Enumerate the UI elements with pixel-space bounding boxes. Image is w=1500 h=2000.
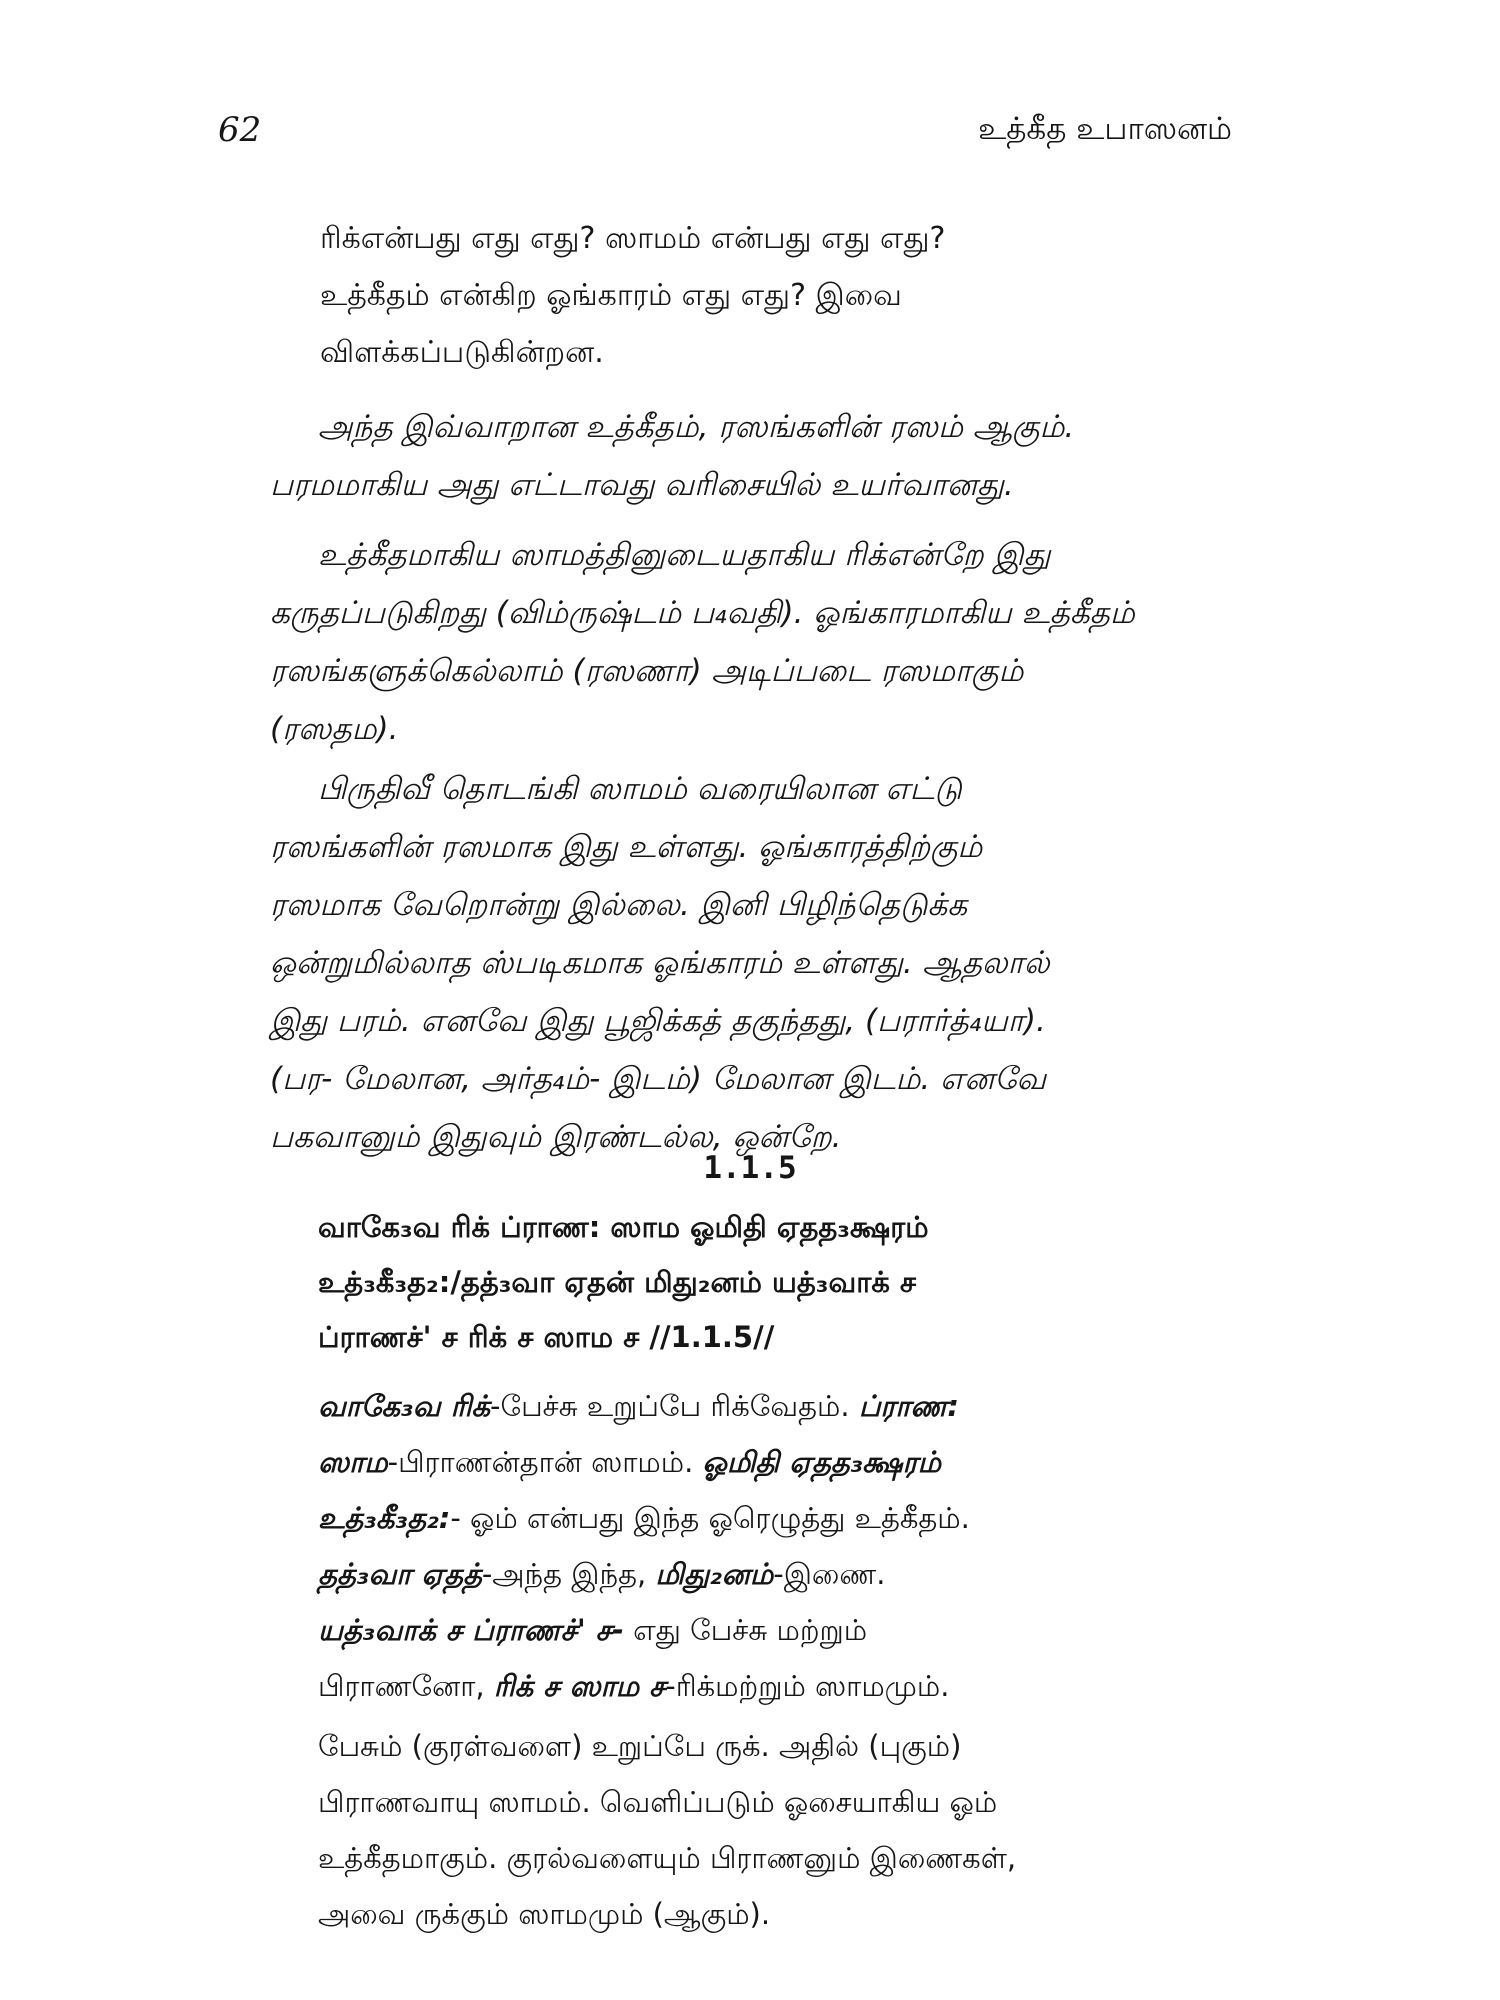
translation-line: பிராணவாயு ஸாமம். வெளிப்படும் ஓசையாகிய ஓம் [318, 1785, 998, 1819]
running-header-title: உத்கீத உபாஸனம் [978, 111, 1232, 147]
intro-line: விளக்கப்படுகின்றன. [320, 335, 604, 370]
verse-number: 1.1.5 [703, 1150, 797, 1186]
term: ப்ராண: [858, 1389, 960, 1423]
meaning: -இணை. [773, 1557, 886, 1591]
commentary-line: பரமமாகிய அது எட்டாவது வரிசையில் உயர்வானது. [270, 467, 1014, 503]
commentary-paragraph-2 [270, 526, 1240, 758]
word-meanings [318, 1378, 1218, 1714]
meaning: பிராணனோ, [318, 1669, 485, 1703]
word-meaning-line [318, 1378, 1218, 1434]
word-meaning-line [318, 1546, 1218, 1602]
intro-line: ரிக்என்பது எது எது? ஸாமம் என்பது எது எது? [320, 221, 946, 256]
term: ஸாம [318, 1445, 388, 1479]
commentary-line: ஒன்றுமில்லாத ஸ்படிகமாக ஓங்காரம் உள்ளது. ஆதலால் [270, 945, 1050, 981]
meaning: எது பேச்சு மற்றும் [623, 1613, 868, 1647]
translation-paragraph [318, 1718, 1218, 1942]
term: ரிக் ச ஸாம ச [493, 1669, 666, 1703]
page-number: 62 [218, 110, 262, 150]
term: வாகே₃வ ரிக் [318, 1389, 491, 1423]
meaning: -பேச்சு உறுப்பே ரிக்வேதம். [490, 1389, 850, 1423]
intro-line: உத்கீதம் என்கிற ஓங்காரம் எது எது? இவை [320, 278, 902, 313]
intro-paragraph [320, 210, 1200, 381]
verse-line: வாகே₃வ ரிக் ப்ராண: ஸாம ஓமிதி ஏதத₃க்ஷரம் [318, 1210, 929, 1244]
term: மிது₂னம் [655, 1557, 774, 1591]
term: யத்₃வாக் ச ப்ராணச்' ச- [318, 1613, 624, 1647]
commentary-line: இது பரம். எனவே இது பூஜிக்கத் தகுந்தது, (பரார்த்₄யா). [270, 1003, 1046, 1039]
commentary-line: ரஸமாக வேறொன்று இல்லை. இனி பிழிந்தெடுக்க [270, 887, 968, 923]
commentary-line: (ரஸதம). [270, 711, 399, 747]
commentary-line: ரஸங்களுக்கெல்லாம் (ரஸணா) அடிப்படை ரஸமாகும் [270, 653, 1024, 689]
verse-line: ப்ராணச்' ச ரிக் ச ஸாம ச //1.1.5// [318, 1320, 775, 1354]
meaning: -பிராணன்தான் ஸாமம். [387, 1445, 694, 1479]
meaning: - ஓம் என்பது இந்த ஓரெழுத்து உத்கீதம். [450, 1501, 970, 1535]
commentary-line: கருதப்படுகிறது (விம்ருஷ்டம் ப₄வதி). ஓங்காரமாகிய உத்கீதம் [270, 595, 1135, 631]
commentary-line: அந்த இவ்வாறான உத்கீதம், ரஸங்களின் ரஸம் ஆகும். [318, 409, 1075, 445]
word-meaning-line [318, 1490, 1218, 1546]
word-meaning-line [318, 1434, 1218, 1490]
term: தத்₃வா ஏதத் [318, 1557, 482, 1591]
word-meaning-line [318, 1658, 1218, 1714]
term: ஓமிதி ஏதத₃க்ஷரம் [702, 1445, 941, 1479]
commentary-paragraph-1 [270, 398, 1240, 514]
commentary-line: பகவானும் இதுவும் இரண்டல்ல, ஒன்றே. [270, 1119, 842, 1155]
word-meaning-line [318, 1602, 1218, 1658]
commentary-line: உத்கீதமாகிய ஸாமத்தினுடையதாகிய ரிக்என்றே இது [318, 537, 1051, 573]
sanskrit-verse [318, 1200, 1218, 1365]
commentary-line: ரஸங்களின் ரஸமாக இது உள்ளது. ஓங்காரத்திற்கும் [270, 829, 983, 865]
verse-line: உத்₃கீ₃த₂:/தத்₃வா ஏதன் மிது₂னம் யத்₃வாக் ச [318, 1265, 917, 1299]
meaning: -அந்த இந்த, [481, 1557, 647, 1591]
translation-line: உத்கீதமாகும். குரல்வளையும் பிராணனும் இணைகள், [318, 1841, 1017, 1875]
term: உத்₃கீ₃த₂: [318, 1501, 451, 1535]
commentary-line: (பர- மேலான, அர்த₄ம்- இடம்) மேலான இடம். எனவே [270, 1061, 1047, 1097]
translation-line: பேசும் (குரள்வளை) உறுப்பே ருக். அதில் (புகும்) [318, 1729, 962, 1763]
commentary-line: பிருதிவீ தொடங்கி ஸாமம் வரையிலான எட்டு [318, 771, 962, 807]
meaning: -ரிக்மற்றும் ஸாமமும். [665, 1669, 950, 1703]
translation-line: அவை ருக்கும் ஸாமமும் (ஆகும்). [318, 1897, 771, 1931]
commentary-paragraph-3 [270, 760, 1240, 1166]
